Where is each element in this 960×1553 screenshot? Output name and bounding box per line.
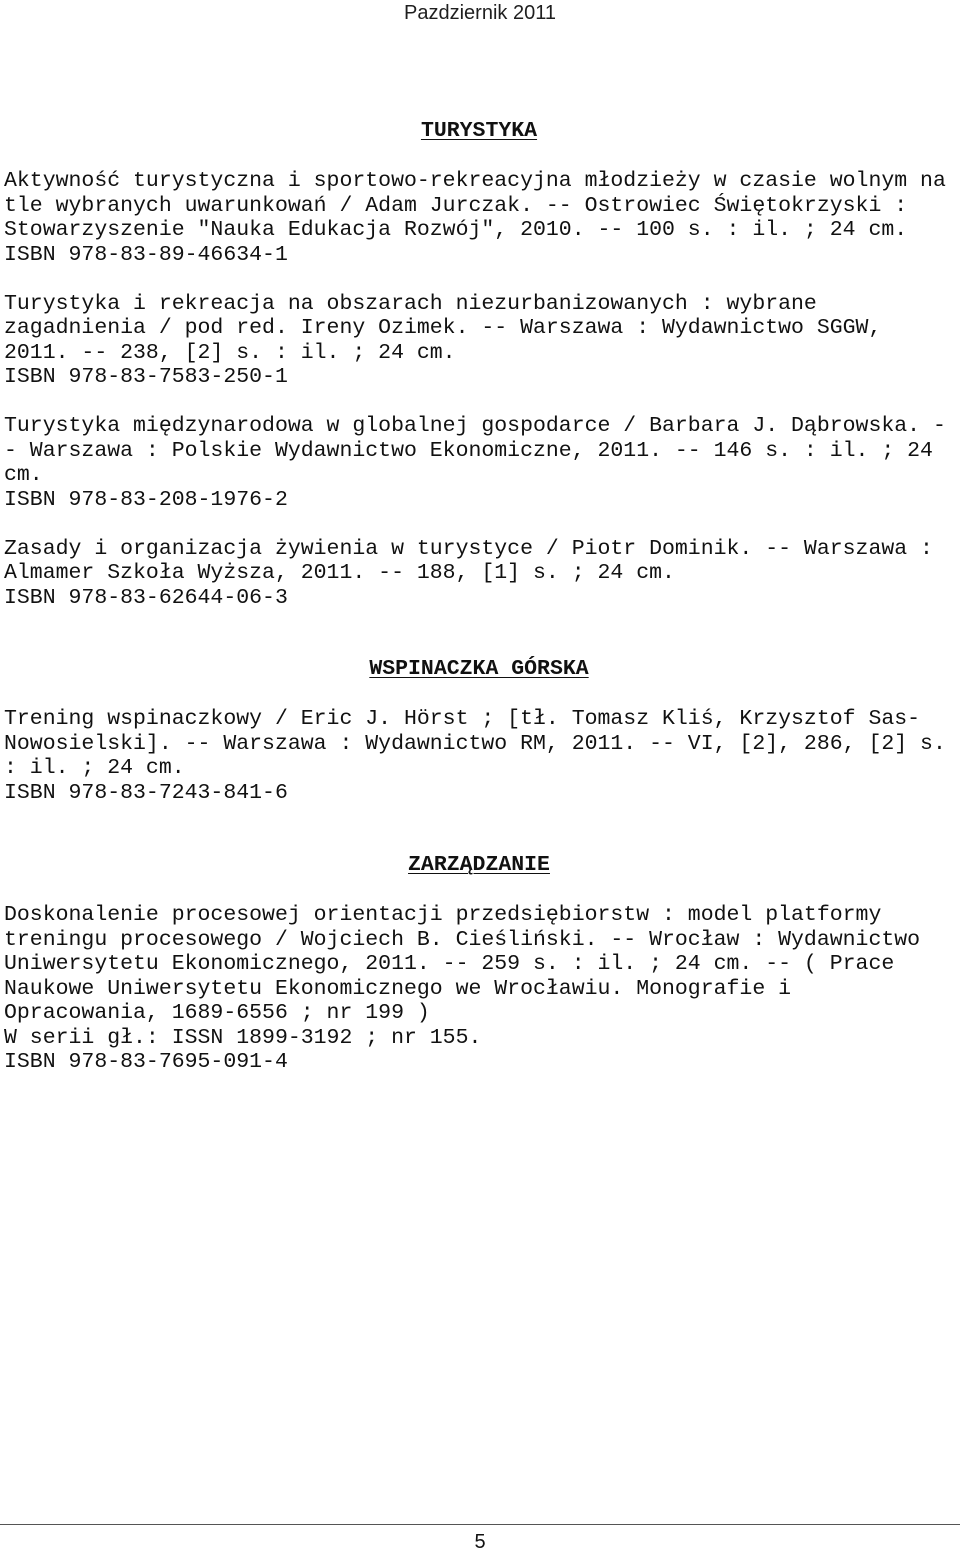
bibliography-entry	[4, 292, 954, 390]
bibliography-entry	[4, 707, 954, 805]
section-zarzadzanie	[4, 853, 954, 1099]
page-number: 5	[474, 1531, 486, 1553]
entry-line: tle wybranych uwarunkowań / Adam Jurczak. -- Ostrowiec Świętokrzyski :	[4, 193, 908, 218]
entry-line: treningu procesowego / Wojciech B. Cieśliński. -- Wrocław : Wydawnictwo	[4, 927, 921, 952]
entry-line: 2011. -- 238, [2] s. : il. ; 24 cm.	[4, 340, 456, 365]
entry-line: cm.	[4, 463, 43, 487]
section-heading: WSPINACZKA GÓRSKA	[369, 657, 589, 681]
entry-line: Stowarzyszenie "Nauka Edukacja Rozwój", 2010. -- 100 s. : il. ; 24 cm.	[4, 218, 908, 242]
isbn-line: ISBN 978-83-208-1976-2	[4, 487, 288, 512]
isbn-line: ISBN 978-83-89-46634-1	[4, 242, 288, 267]
section-wspinaczka-gorska	[4, 657, 954, 830]
running-header: Pazdziernik 2011	[404, 2, 556, 24]
footer-divider	[0, 1524, 960, 1525]
bibliography-entry	[4, 169, 954, 267]
entry-line: Turystyka i rekreacja na obszarach niezurbanizowanych : wybrane	[4, 291, 817, 316]
entry-line: zagadnienia / pod red. Ireny Ozimek. -- Warszawa : Wydawnictwo SGGW,	[4, 316, 882, 340]
entry-line: Aktywność turystyczna i sportowo-rekreacyjna młodzieży w czasie wolnym na	[4, 169, 946, 193]
entry-line: - Warszawa : Polskie Wydawnictwo Ekonomiczne, 2011. -- 146 s. : il. ; 24	[4, 438, 933, 463]
entry-line: : il. ; 24 cm.	[4, 756, 185, 780]
section-turystyka	[4, 119, 954, 635]
entry-line: Almamer Szkoła Wyższa, 2011. -- 188, [1] s. ; 24 cm.	[4, 561, 675, 585]
section-heading: ZARZĄDZANIE	[408, 853, 550, 877]
series-note-line: W serii gł.: ISSN 1899-3192 ; nr 155.	[4, 1025, 482, 1050]
bibliography-entry	[4, 537, 954, 611]
entry-line: Doskonalenie procesowej orientacji przedsiębiorstw : model platformy	[4, 903, 882, 927]
entry-line: Trening wspinaczkowy / Eric J. Hörst ; [tł. Tomasz Kliś, Krzysztof Sas-	[4, 707, 921, 731]
isbn-line: ISBN 978-83-7583-250-1	[4, 365, 288, 389]
isbn-line: ISBN 978-83-7243-841-6	[4, 780, 288, 805]
bibliography-entry	[4, 903, 954, 1075]
section-heading: TURYSTYKA	[420, 119, 538, 143]
entry-line: Zasady i organizacja żywienia w turystyce / Piotr Dominik. -- Warszawa :	[4, 536, 933, 561]
isbn-line: ISBN 978-83-62644-06-3	[4, 585, 288, 610]
bibliography-entry	[4, 414, 954, 512]
entry-line: Turystyka międzynarodowa w globalnej gospodarce / Barbara J. Dąbrowska. -	[4, 414, 946, 438]
isbn-line: ISBN 978-83-7695-091-4	[4, 1050, 288, 1074]
entry-line: Opracowania, 1689-6556 ; nr 199 )	[4, 1001, 430, 1025]
entry-line: Naukowe Uniwersytetu Ekonomicznego we Wrocławiu. Monografie i	[4, 976, 792, 1001]
entry-line: Nowosielski]. -- Warszawa : Wydawnictwo RM, 2011. -- VI, [2], 286, [2] s.	[4, 731, 946, 756]
entry-line: Uniwersytetu Ekonomicznego, 2011. -- 259 s. : il. ; 24 cm. -- ( Prace	[4, 952, 895, 976]
